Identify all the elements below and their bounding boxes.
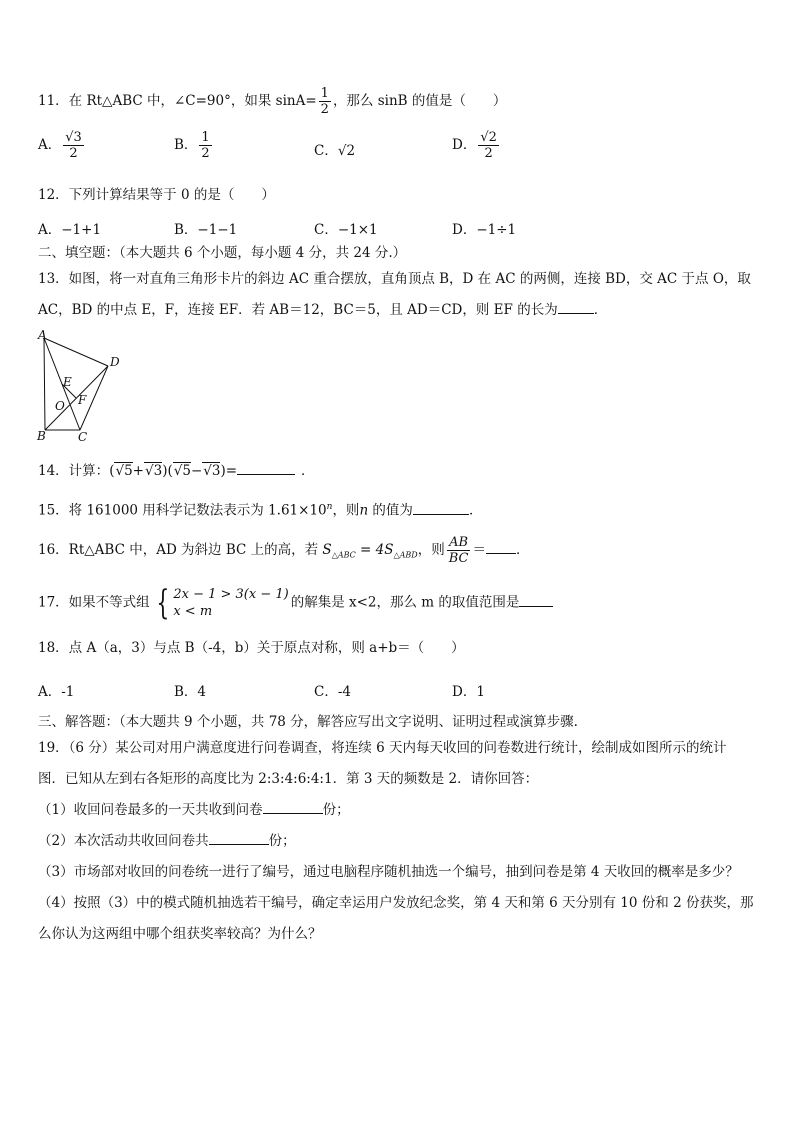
q16-fraction: $\frac{AB}{BC}$: [448, 535, 469, 566]
section-heading-solutions: 三、解答题：（本大题共 9 个小题，共 78 分，解答应写出文字说明、证明过程或演算步骤.: [38, 714, 578, 730]
q11-option-c[interactable]: C．√2: [314, 143, 356, 159]
q11-option-b[interactable]: B． $\frac{1}{2}$: [174, 130, 210, 161]
q12-option-a[interactable]: A．−1+1: [38, 222, 102, 238]
q11-option-a[interactable]: A． $\frac{√3}{2}$: [38, 130, 82, 161]
q19-line2: 图．已知从左到右各矩形的高度比为 2:3:4:6:4:1．第 3 天的频数是 2．请你回答：: [38, 771, 539, 787]
label-b: B: [37, 429, 46, 442]
q19-sub1-blank[interactable]: [263, 812, 323, 814]
question-12: 12．下列计算结果等于 0 的是（ ）: [38, 187, 275, 203]
label-d: D: [110, 355, 120, 369]
question-16: 16．Rt△ABC 中，AD 为斜边 BC 上的高，若 $S_{\triangle ABC} = 4S_{\triangle ABD}$，则 $\frac{AB}{BC}$ ＝ ．: [38, 535, 530, 566]
q16-answer-blank[interactable]: [486, 552, 516, 554]
label-f: F: [78, 393, 87, 407]
question-11: [38, 86, 506, 117]
q18-option-b[interactable]: B．4: [174, 684, 207, 700]
label-e: E: [63, 375, 72, 389]
q11-option-d[interactable]: D． $\frac{√2}{2}$: [452, 130, 497, 161]
q14-answer-blank[interactable]: [237, 473, 295, 475]
question-17: 17．如果不等式组 { 2x − 1 > 3(x − 1) x < m 的解集是 x<2，那么 m 的取值范围是: [38, 586, 553, 620]
q12-option-c[interactable]: C．−1×1: [314, 222, 378, 238]
section-heading-fill-in: 二、填空题：（本大题共 6 个小题，每小题 4 分，共 24 分.）: [38, 245, 407, 261]
q17-answer-blank[interactable]: [519, 605, 553, 607]
q19-sub2: （2）本次活动共收回问卷共 份；: [38, 833, 296, 849]
question-14: 14．计算：(√5+√3)(√5−√3)= ．: [38, 463, 315, 479]
label-c: C: [78, 430, 88, 442]
q18-option-d[interactable]: D．1: [452, 684, 485, 700]
q14-expression: (√5+√3)(√5−√3)=: [109, 463, 238, 479]
q19-sub4-line1: （4）按照（3）中的模式随机抽选若干编号，确定幸运用户发放纪念奖，第 4 天和第 6 天分别有 10 份和 2 份获奖，那: [38, 895, 754, 911]
q13-line1: 13．如图，将一对直角三角形卡片的斜边 AC 重合摆放，直角顶点 B，D 在 AC 的两侧，连接 BD，交 AC 于点 O，取: [38, 271, 751, 287]
q13-line2: AC，BD 的中点 E，F，连接 EF．若 AB＝12，BC＝5，且 AD＝CD，则 EF 的长为 ．: [38, 302, 608, 318]
q19-sub2-blank[interactable]: [209, 843, 269, 845]
q17-inequality-system: { 2x − 1 > 3(x − 1) x < m: [156, 583, 289, 623]
q18-option-c[interactable]: C．-4: [314, 684, 351, 700]
q19-sub1: （1）收回问卷最多的一天共收到问卷 份；: [38, 802, 350, 818]
q13-geometry-figure: [36, 330, 122, 442]
q15-answer-blank[interactable]: [413, 513, 469, 515]
q18-option-a[interactable]: A．-1: [38, 684, 75, 700]
q16-area-expression: $S_{\triangle ABC} = 4S_{\triangle ABD}$: [318, 542, 418, 560]
label-a: A: [38, 330, 47, 342]
q13-answer-blank[interactable]: [558, 312, 594, 314]
q19-sub4-line2: 么你认为这两组中哪个组获奖率较高？为什么？: [38, 926, 322, 942]
q11-fraction: $\frac{1}{2}$: [320, 86, 329, 117]
q19-sub3: （3）市场部对收回的问卷统一进行了编号，通过电脑程序随机抽选一个编号，抽到问卷是第 4 天收回的概率是多少？: [38, 864, 739, 880]
q19-line1: 19．（6 分）某公司对用户满意度进行问卷调查，将连续 6 天内每天收回的问卷数进行统计，绘制成如图所示的统计: [38, 740, 727, 756]
q12-option-b[interactable]: B．−1−1: [174, 222, 238, 238]
question-18: 18．点 A（a，3）与点 B（-4，b）关于原点对称，则 a+b＝（ ）: [38, 640, 465, 656]
label-o: O: [55, 399, 65, 413]
q12-option-d[interactable]: D．−1÷1: [452, 222, 517, 238]
q11-suffix: ，那么 sinB 的值是（ ）: [332, 93, 507, 109]
segment-ab: [44, 338, 45, 430]
q11-text: 11．在 Rt△ABC 中，∠C=90°，如果 sinA=: [38, 93, 317, 109]
question-15: 15．将 161000 用科学记数法表示为 $1.61\times 10^n$，则n 的值为 ．: [38, 502, 483, 519]
